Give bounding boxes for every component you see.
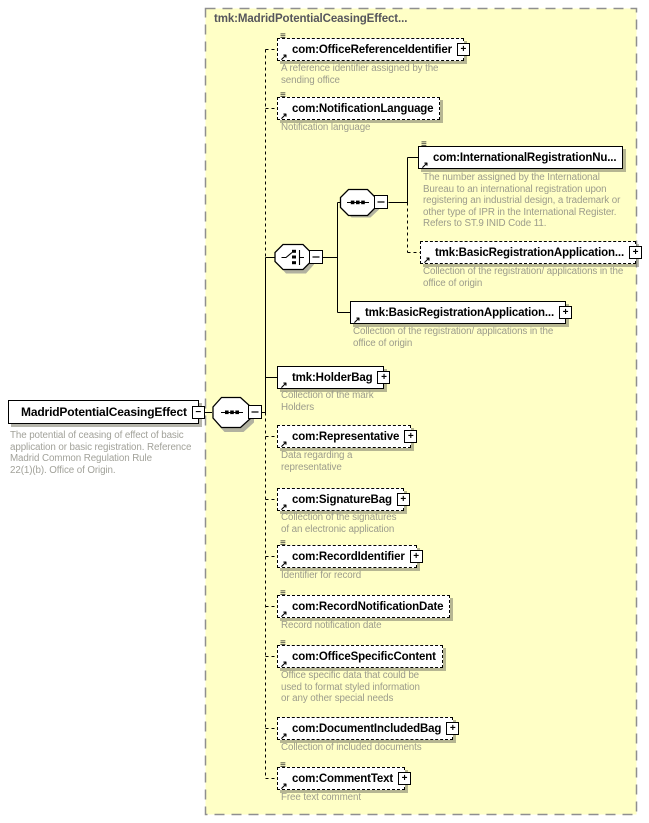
expand-icon[interactable]: + (457, 43, 470, 56)
annotation: A reference identifier assigned by the sending office (281, 63, 439, 86)
element-office-reference-identifier[interactable] (277, 31, 467, 62)
annotation: Record notification date (281, 620, 382, 631)
annotation: Collection of included documents (281, 742, 422, 753)
expand-icon[interactable]: + (377, 371, 390, 384)
element-name: com:RecordNotificationDate (292, 600, 444, 613)
element-ref-icon: ↗ (280, 502, 288, 512)
expand-icon[interactable]: + (398, 772, 411, 785)
element-record-identifier[interactable] (277, 538, 420, 569)
element-ref-icon: ↗ (280, 52, 288, 62)
element-name: tmk:HolderBag (292, 371, 373, 384)
annotation: Free text comment (281, 792, 361, 803)
annotation: The potential of ceasing of effect of basic application or basic registration. Reference Madrid Common Regulation Rule 22(1)(b). Office of Origin. (10, 430, 192, 476)
element-international-registration-number[interactable] (418, 139, 623, 170)
annotation: Office specific data that could be used to format styled information or any other special needs (281, 670, 420, 704)
element-ref-icon: ↗ (280, 659, 288, 669)
element-name: com:NotificationLanguage (292, 102, 434, 115)
element-ref-icon: ↗ (280, 111, 288, 121)
element-name: com:DocumentIncludedBag (292, 722, 442, 735)
element-name: com:OfficeSpecificContent (292, 650, 436, 663)
element-name: com:CommentText (292, 772, 394, 785)
element-name: com:RecordIdentifier (292, 550, 405, 563)
expand-icon[interactable]: + (446, 722, 459, 735)
element-name: com:OfficeReferenceIdentifier (292, 43, 452, 56)
element-ref-icon: ↗ (421, 160, 429, 170)
expand-icon[interactable]: + (559, 306, 572, 319)
element-record-notification-date[interactable] (277, 588, 450, 619)
element-name: com:SignatureBag (292, 493, 392, 506)
text-content-icon: ≡ (421, 139, 427, 150)
element-ref-icon: ↗ (280, 781, 288, 791)
element-ref-icon: ↗ (280, 380, 288, 390)
expand-icon[interactable]: + (397, 493, 410, 506)
element-office-specific-content[interactable] (277, 638, 443, 669)
element-notification-language[interactable] (277, 90, 440, 121)
expand-icon[interactable]: + (410, 550, 423, 563)
element-ref-icon: ↗ (423, 255, 431, 265)
annotation: Collection of the registration/ applications in the office of origin (353, 326, 554, 349)
element-ref-icon: ↗ (280, 731, 288, 741)
element-signature-bag[interactable] (277, 488, 407, 512)
annotation: Collection of the signatures of an electronic application (281, 512, 397, 535)
element-name: tmk:BasicRegistrationApplication... (435, 246, 625, 259)
element-basic-registration-application-required[interactable] (350, 301, 569, 325)
element-name: tmk:BasicRegistrationApplication... (365, 306, 555, 319)
element-comment-text[interactable] (277, 760, 408, 791)
expand-icon[interactable]: + (404, 430, 417, 443)
collapse-icon[interactable] (249, 406, 262, 419)
collapse-icon[interactable] (310, 251, 323, 264)
expand-icon[interactable]: + (629, 246, 642, 259)
text-content-icon: ≡ (280, 31, 286, 42)
annotation: The number assigned by the International Bureau to an international registration upon registering an industrial design, a trademark or other type of IPR in the International Register. Refers to ST.9 INID Code 11. (423, 172, 621, 229)
text-content-icon: ≡ (280, 538, 286, 549)
text-content-icon: ≡ (280, 760, 286, 771)
annotation: Collection of the registration/ applications in the office of origin (423, 266, 624, 289)
annotation: Identifier for record (281, 570, 362, 581)
element-basic-registration-application-optional[interactable] (420, 241, 639, 265)
element-ref-icon: ↗ (280, 559, 288, 569)
annotation: Collection of the mark Holders (281, 390, 374, 413)
annotation: Data regarding a representative (281, 450, 353, 473)
annotation: Notification language (281, 122, 371, 133)
text-content-icon: ≡ (280, 588, 286, 599)
element-representative[interactable] (277, 425, 414, 449)
element-ref-icon: ↗ (353, 315, 361, 325)
panel-title: tmk:MadridPotentialCeasingEffect... (214, 13, 408, 25)
element-ref-icon: ↗ (280, 609, 288, 619)
text-content-icon: ≡ (280, 90, 286, 101)
element-ref-icon: ↗ (280, 439, 288, 449)
text-content-icon: ≡ (280, 638, 286, 649)
element-name: com:InternationalRegistrationNu... (433, 151, 617, 164)
element-name: MadridPotentialCeasingEffect (21, 405, 187, 419)
element-name: com:Representative (292, 430, 400, 443)
collapse-icon[interactable]: − (192, 406, 205, 419)
collapse-icon[interactable] (375, 196, 388, 209)
element-holder-bag[interactable] (277, 366, 387, 390)
element-document-included-bag[interactable] (277, 717, 456, 741)
element-madrid-potential-ceasing-effect[interactable] (8, 400, 202, 424)
